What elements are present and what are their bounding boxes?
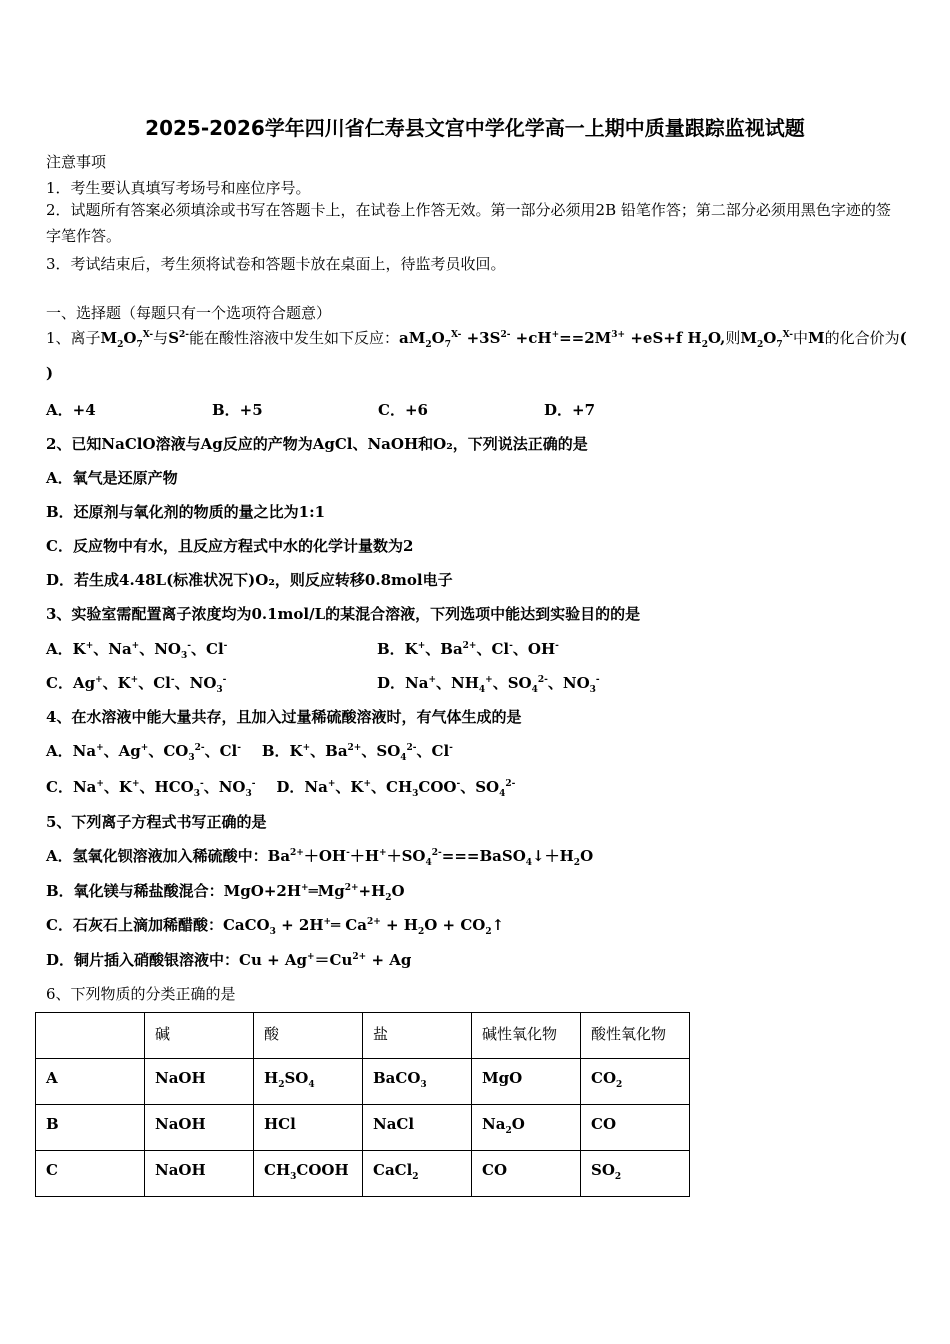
- q1-option-b[interactable]: B．+5: [212, 401, 263, 419]
- q4-options-row1: [46, 740, 453, 761]
- q1-stem-end: ): [46, 364, 54, 382]
- table-cell: HCl: [254, 1105, 363, 1151]
- q3-option-a[interactable]: A．K+、Na+、$NO_3^-$、Cl-: [46, 640, 228, 661]
- table-cell: NaOH: [145, 1105, 254, 1151]
- q1-option-a[interactable]: A．+4: [46, 401, 96, 419]
- q2-option-d[interactable]: D．若生成4.48L(标准状况下)O₂，则反应转移0.8mol电子: [46, 571, 453, 589]
- notice-heading: 注意事项: [46, 153, 107, 171]
- table-cell: CO: [472, 1151, 581, 1197]
- table-cell: $CO_2$: [581, 1059, 690, 1105]
- q4-stem: 4、在水溶液中能大量共存，且加入过量稀硫酸溶液时，有气体生成的是: [46, 708, 522, 726]
- q1-option-d[interactable]: D．+7: [544, 401, 596, 419]
- q1-option-c[interactable]: C．+6: [378, 401, 428, 419]
- table-cell: C: [36, 1151, 145, 1197]
- section-heading: 一、选择题（每题只有一个选项符合题意）: [46, 304, 332, 322]
- table-header-cell: 盐: [363, 1013, 472, 1059]
- table-cell: NaOH: [145, 1151, 254, 1197]
- table-cell: CaCl$_2$: [363, 1151, 472, 1197]
- page-title: 2025-2026学年四川省仁寿县文宫中学化学高一上期中质量跟踪监视试题: [145, 116, 805, 140]
- q5-option-a[interactable]: A．氢氧化钡溶液加入稀硫酸中：$Ba^{2+}+OH^-+H^++SO_4^{2-}===BaSO_4↓+H_2O$: [46, 847, 594, 868]
- notice-item-2: 2．试题所有答案必须填涂或书写在答题卡上，在试卷上作答无效。第一部分必须用2B 铅笔作答；第二部分必须用黑色字迹的签字笔作答。: [46, 201, 891, 245]
- q4-option-a[interactable]: A．Na+、Ag+、$CO_3^{2-}$、Cl-: [46, 742, 241, 763]
- table-cell: $H_2SO_4$: [254, 1059, 363, 1105]
- q3-option-d[interactable]: D．Na+、$NH_4^+$、$SO_4^{2-}$、$NO_3^-$: [377, 674, 600, 695]
- q3-option-c[interactable]: C．Ag+、K+、Cl-、$NO_3^-$: [46, 674, 227, 695]
- q5-option-b[interactable]: B．氧化镁与稀盐酸混合：$MgO+2H^+═Mg^{2+}+H_2O$: [46, 882, 405, 903]
- table-cell: NaOH: [145, 1059, 254, 1105]
- q2-option-a[interactable]: A．氧气是还原产物: [46, 469, 178, 487]
- table-row: [36, 1059, 690, 1105]
- q2-option-c[interactable]: C．反应物中有水，且反应方程式中水的化学计量数为2: [46, 537, 414, 555]
- table-header-row: [36, 1013, 690, 1059]
- table-cell: CO: [581, 1105, 690, 1151]
- q4-options-row2: [46, 776, 515, 797]
- q4-option-d[interactable]: D．Na+、K+、$CH_3COO^-$、$SO_4^{2-}$: [276, 778, 516, 799]
- q3-options-row2: [46, 672, 708, 693]
- table-cell: A: [36, 1059, 145, 1105]
- table-header-cell: 碱性氧化物: [472, 1013, 581, 1059]
- table-cell: MgO: [472, 1059, 581, 1105]
- q4-option-b[interactable]: B．K+、$Ba^{2+}$、$SO_4^{2-}$、Cl-: [261, 742, 453, 763]
- table-header-cell: 酸: [254, 1013, 363, 1059]
- table-cell: $CH_3COOH$: [254, 1151, 363, 1197]
- q5-option-c[interactable]: C．石灰石上滴加稀醋酸：CaCO$_3$ + 2H+═ $Ca^{2+} + H_2O$ + $CO_2↑$: [46, 916, 505, 937]
- classification-table: [35, 1012, 690, 1197]
- q4-option-c[interactable]: C．Na+、K+、$HCO_3^-$、$NO_3^-$: [46, 778, 256, 799]
- q5-stem: 5、下列离子方程式书写正确的是: [46, 813, 267, 831]
- q6-stem: 6、下列物质的分类正确的是: [46, 985, 236, 1003]
- q5-option-d[interactable]: D．铜片插入硝酸银溶液中：$Cu + Ag^+=Cu^{2+} + Ag$: [46, 951, 412, 969]
- q2-option-b[interactable]: B．还原剂与氧化剂的物质的量之比为1:1: [46, 503, 326, 521]
- q1-options: [46, 399, 710, 420]
- table-cell: B: [36, 1105, 145, 1151]
- q2-stem: 2、已知NaClO溶液与Ag反应的产物为AgCl、NaOH和O₂，下列说法正确的是: [46, 435, 588, 453]
- table-row: [36, 1151, 690, 1197]
- table-header-cell: 酸性氧化物: [581, 1013, 690, 1059]
- table-cell: $Na_2O$: [472, 1105, 581, 1151]
- table-row: [36, 1105, 690, 1151]
- table-header-cell: [36, 1013, 145, 1059]
- notice-item-1: 1．考生要认真填写考场号和座位序号。: [46, 179, 311, 197]
- q3-option-b[interactable]: B．K+、$Ba^{2+}$、Cl-、OH-: [377, 640, 559, 658]
- q1-stem: 1、离子$M_2O_7^{X-}$与$S^{2-}$能在酸性溶液中发生如下反应：$aM_2O_7^{X-} +3S^{2-} +cH^+==2M^{3+} +eS+f$ $H_2O$,则$M_2O_7^{X-}$中M的化合价为(: [46, 329, 907, 350]
- q3-options-row1: [46, 638, 708, 659]
- table-cell: BaCO$_3$: [363, 1059, 472, 1105]
- table-header-cell: 碱: [145, 1013, 254, 1059]
- table-cell: NaCl: [363, 1105, 472, 1151]
- notice-item-3: 3．考试结束后，考生须将试卷和答题卡放在桌面上，待监考员收回。: [46, 255, 506, 273]
- q3-stem: 3、实验室需配置离子浓度均为0.1mol/L的某混合溶液，下列选项中能达到实验目的的是: [46, 605, 641, 623]
- table-cell: $SO_2$: [581, 1151, 690, 1197]
